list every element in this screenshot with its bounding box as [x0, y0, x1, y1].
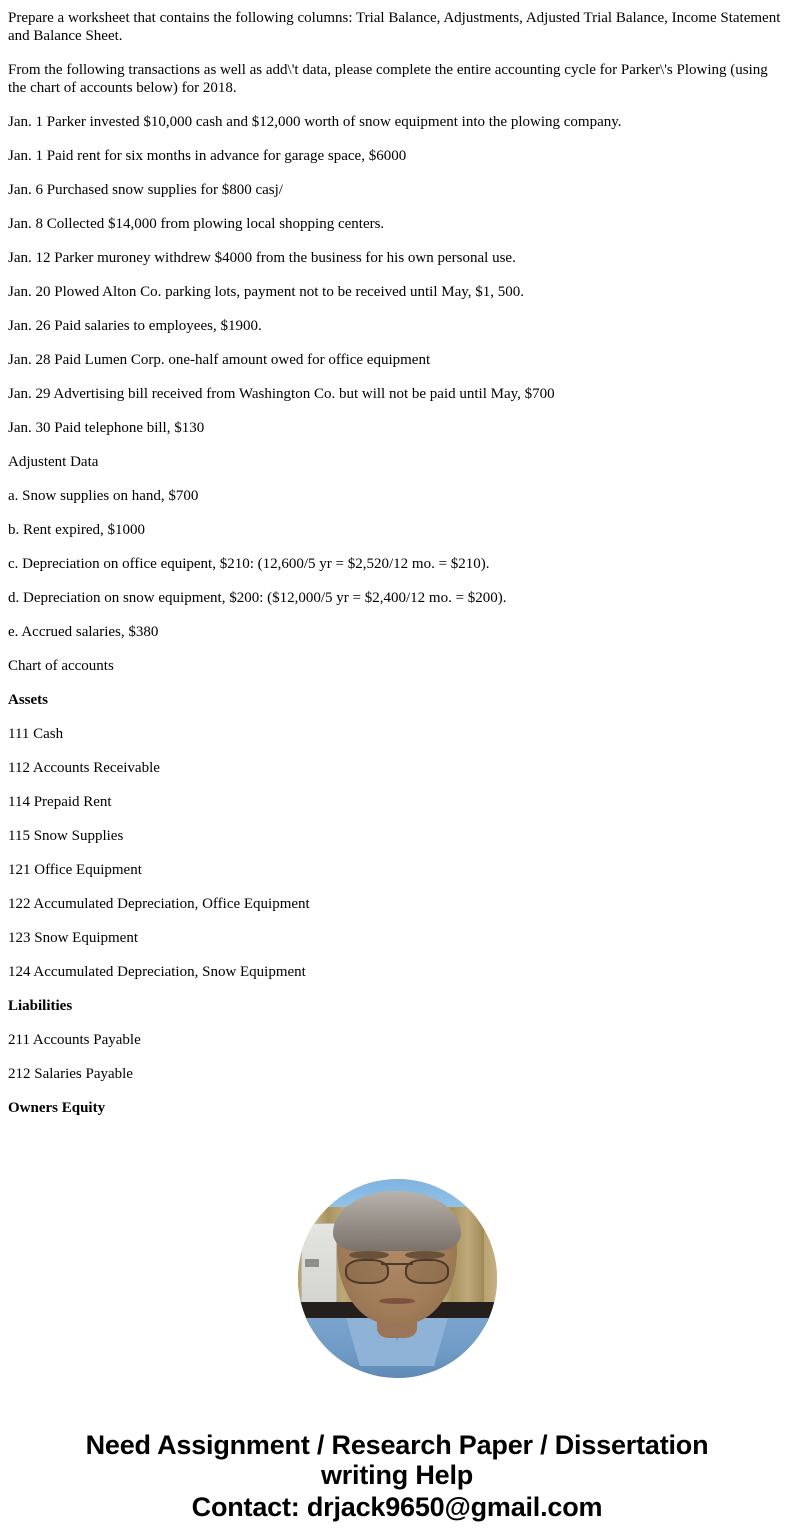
photo-eyebrow-left — [349, 1251, 389, 1259]
account-211-accounts-payable: 211 Accounts Payable — [8, 1032, 141, 1048]
transaction-jan-29-advertising: Jan. 29 Advertising bill received from Washington Co. but will not be paid until May, $700 — [8, 386, 555, 402]
assets-group-title: Assets — [8, 692, 48, 708]
promo-footer-line-2: writing Help — [320, 1460, 474, 1490]
transaction-jan-8-collected: Jan. 8 Collected $14,000 from plowing local shopping centers. — [8, 216, 385, 232]
avatar-container — [0, 1133, 794, 1378]
worksheet-instruction: Prepare a worksheet that contains the following columns: Trial Balance, Adjustments, Adjusted Trial Balance, Income Statement and Balance Sheet. — [8, 10, 781, 44]
photo-eyebrow-right — [405, 1251, 445, 1259]
adjusting-item-b: b. Rent expired, $1000 — [8, 522, 146, 538]
avatar — [298, 1179, 497, 1378]
adjusting-item-c: c. Depreciation on office equipent, $210: (12,600/5 yr = $2,520/12 mo. = $210). — [8, 556, 490, 572]
photo-glasses-bridge — [381, 1263, 413, 1265]
liabilities-group-title: Liabilities — [8, 998, 73, 1014]
account-111-cash: 111 Cash — [8, 726, 64, 742]
account-121-office-equipment: 121 Office Equipment — [8, 862, 142, 878]
adjusting-item-a: a. Snow supplies on hand, $700 — [8, 488, 199, 504]
transaction-jan-12-withdrawal: Jan. 12 Parker muroney withdrew $4000 from the business for his own personal use. — [8, 250, 516, 266]
promo-footer — [0, 1378, 794, 1538]
transaction-jan-30-telephone: Jan. 30 Paid telephone bill, $130 — [8, 420, 205, 436]
account-122-accum-dep-office: 122 Accumulated Depreciation, Office Equipment — [8, 896, 310, 912]
adjusting-item-e: e. Accrued salaries, $380 — [8, 624, 159, 640]
account-114-prepaid-rent: 114 Prepaid Rent — [8, 794, 112, 810]
account-212-salaries-payable: 212 Salaries Payable — [8, 1066, 133, 1082]
owners-equity-group-title: Owners Equity — [8, 1100, 106, 1116]
account-123-snow-equipment: 123 Snow Equipment — [8, 930, 138, 946]
adjusting-item-d: d. Depreciation on snow equipment, $200: ($12,000/5 yr = $2,400/12 mo. = $200). — [8, 590, 507, 606]
transaction-jan-1-rent: Jan. 1 Paid rent for six months in advance for garage space, $6000 — [8, 148, 407, 164]
transaction-jan-26-salaries: Jan. 26 Paid salaries to employees, $1900. — [8, 318, 262, 334]
transactions-instruction: From the following transactions as well as add\'t data, please complete the entire accounting cycle for Parker\'s Plowing (using the chart of accounts below) for 2018. — [8, 62, 768, 96]
transaction-jan-1-investment: Jan. 1 Parker invested $10,000 cash and $12,000 worth of snow equipment into the plowing company. — [8, 114, 622, 130]
transaction-jan-28-lumen: Jan. 28 Paid Lumen Corp. one-half amount owed for office equipment — [8, 352, 431, 368]
account-112-accounts-receivable: 112 Accounts Receivable — [8, 760, 160, 776]
account-115-snow-supplies: 115 Snow Supplies — [8, 828, 124, 844]
photo-background-switch — [305, 1259, 319, 1267]
transaction-jan-6-supplies: Jan. 6 Purchased snow supplies for $800 casj/ — [8, 182, 283, 198]
transaction-jan-20-plowed: Jan. 20 Plowed Alton Co. parking lots, payment not to be received until May, $1, 500. — [8, 284, 525, 300]
account-124-accum-dep-snow: 124 Accumulated Depreciation, Snow Equipment — [8, 964, 306, 980]
promo-footer-line-1: Need Assignment / Research Paper / Dissertation — [85, 1430, 709, 1460]
promo-footer-contact: Contact: drjack9650@gmail.com — [191, 1492, 603, 1522]
chart-of-accounts-heading: Chart of accounts — [8, 658, 114, 674]
adjusting-data-heading: Adjustent Data — [8, 454, 99, 470]
